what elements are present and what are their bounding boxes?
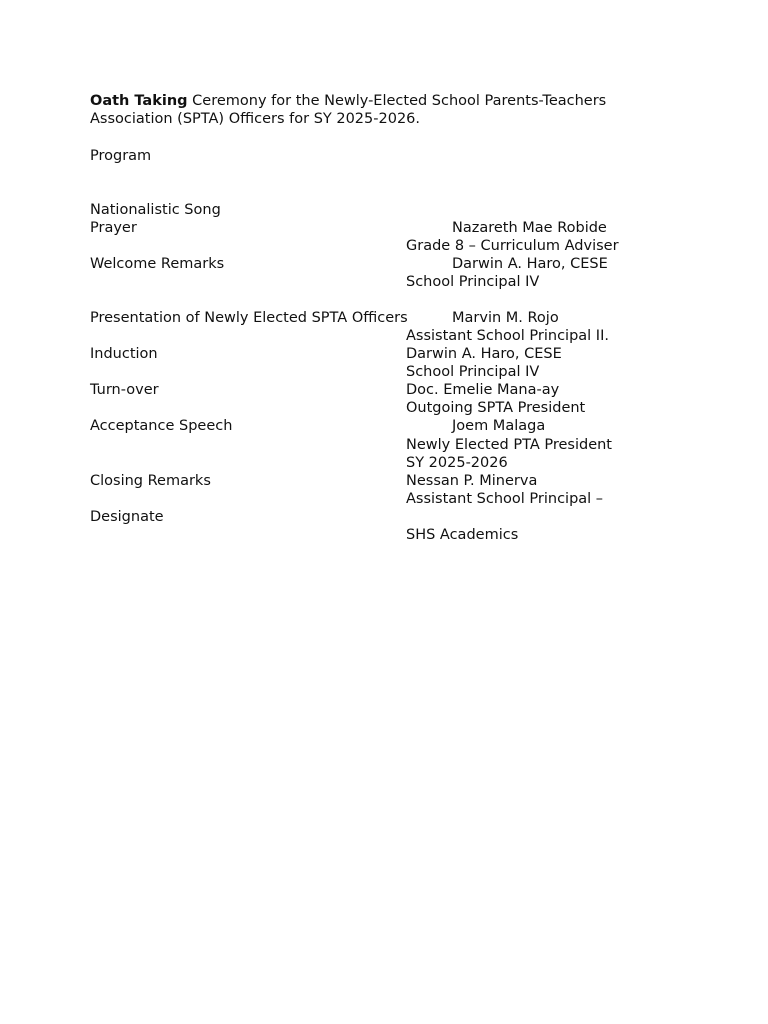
- closing-name: Nessan P. Minerva: [406, 473, 538, 489]
- prayer-role: Grade 8 – Curriculum Adviser: [406, 238, 619, 254]
- item-acceptance-speech: Acceptance Speech: [90, 418, 233, 434]
- item-prayer: Prayer: [90, 220, 137, 236]
- prayer-name: Nazareth Mae Robide: [452, 220, 607, 236]
- item-designate: Designate: [90, 509, 164, 525]
- induction-name: Darwin A. Haro, CESE: [406, 346, 562, 362]
- item-turn-over: Turn-over: [90, 382, 159, 398]
- welcome-name: Darwin A. Haro, CESE: [452, 256, 608, 272]
- closing-dept: SHS Academics: [406, 527, 519, 543]
- document-title-line2: Association (SPTA) Officers for SY 2025-2026.: [90, 111, 421, 127]
- welcome-role: School Principal IV: [406, 274, 540, 290]
- title-rest: Ceremony for the Newly-Elected School Parents-Teachers: [187, 93, 607, 109]
- item-induction: Induction: [90, 346, 158, 362]
- item-nationalistic-song: Nationalistic Song: [90, 202, 221, 218]
- closing-role: Assistant School Principal –: [406, 491, 604, 507]
- program-heading: Program: [90, 148, 152, 164]
- presentation-name: Marvin M. Rojo: [452, 310, 559, 326]
- acceptance-name: Joem Malaga: [452, 418, 546, 434]
- acceptance-role: Newly Elected PTA President: [406, 437, 612, 453]
- turnover-name: Doc. Emelie Mana-ay: [406, 382, 560, 398]
- item-closing-remarks: Closing Remarks: [90, 473, 211, 489]
- turnover-role: Outgoing SPTA President: [406, 400, 586, 416]
- title-bold: Oath Taking: [90, 93, 188, 109]
- item-welcome-remarks: Welcome Remarks: [90, 256, 225, 272]
- acceptance-year: SY 2025-2026: [406, 455, 508, 471]
- item-presentation: Presentation of Newly Elected SPTA Officers: [90, 310, 408, 326]
- document-title: [90, 92, 606, 110]
- presentation-role: Assistant School Principal II.: [406, 328, 609, 344]
- induction-role: School Principal IV: [406, 364, 540, 380]
